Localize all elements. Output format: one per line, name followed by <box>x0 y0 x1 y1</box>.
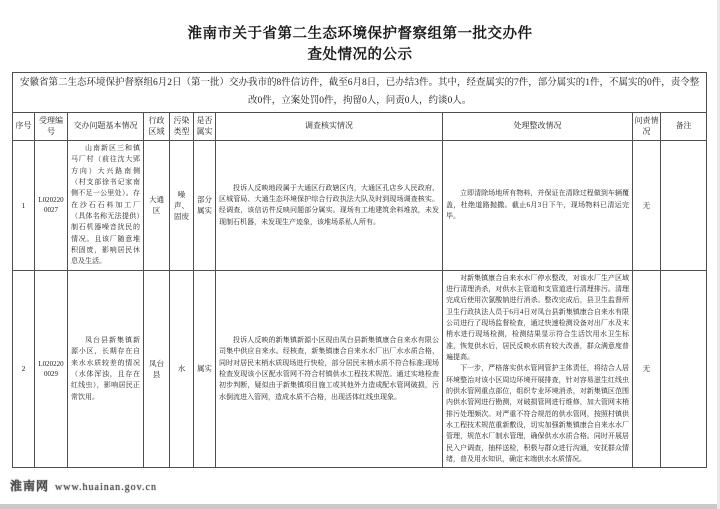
row1-problem-text: 山南新区三和镇马厂村（前往沈大郢方向）大兴路南侧（村支部徐书记家南侧不足一公里处）。存在沙石石料加工厂（具体名称无法提供）制石机器噪音扰民的情况。且该厂随意堆积固废，影响居民休息及生活。 <box>71 144 140 266</box>
header-seq: 序号 <box>13 113 35 141</box>
table-row-1 <box>13 141 707 271</box>
row2-investigation <box>216 270 443 468</box>
row2-rectification-paragraph1: 对新集镇康合自来水水厂停水整改，对该水厂生产区域进行清理消杀，对供水主管道和支管道进行清理排污。清理完成后使用次氯酸钠进行消杀。整改完成后，县卫生监督所卫生行政执法人员于6月4日对凤台县新集镇康合自来水有限公司进行了现场监督检查，通过快速检测设备对出厂水及末梢水进行现场检测，检测结果显示符合生活饮用水卫生标准，恢复供水后，居民反映水质有较大改善，群众满意度普遍提高。 <box>446 273 629 362</box>
header-problem: 交办问题基本情况 <box>68 113 144 141</box>
header-row <box>13 113 707 141</box>
page-bottom-edge <box>0 504 720 509</box>
row1-problem <box>68 141 144 271</box>
row2-case-number <box>35 270 68 468</box>
page-title-line1: 淮南市关于省第二生态环境保护督察组第一批交办件 <box>187 26 533 42</box>
table-row-2 <box>13 270 707 468</box>
header-pollution-type: 污染类型 <box>170 113 194 141</box>
intro-row <box>13 73 707 113</box>
row2-case-number-line2: 0029 <box>44 370 58 379</box>
row1-region: 大通区 <box>144 141 170 271</box>
row1-investigation <box>216 141 443 271</box>
watermark-logo: 淮南网 <box>10 479 50 493</box>
row1-seq: 1 <box>13 141 35 271</box>
page-title <box>0 0 720 66</box>
header-investigation: 调查核实情况 <box>216 113 443 141</box>
row1-accountability: 无 <box>633 141 661 271</box>
header-remark: 备注 <box>661 113 707 141</box>
header-accountability: 问责情况 <box>633 113 661 141</box>
row2-remark <box>661 270 707 468</box>
row2-problem <box>68 270 144 468</box>
row1-verified: 部分属实 <box>194 141 216 271</box>
row1-investigation-text: 投诉人反映地段属于大通区行政辖区内，大通区孔店乡人民政府、区城管局、大通生态环境保护综合行政执法大队及时到现场调查核实。经调查，该信访件反映问题部分属实。现场有工地建筑余料堆放，未发现制石机器，未发现生产迹象，该堆场系私人所有。 <box>219 183 439 226</box>
row1-rectification-text: 立即清除场地所有物料，并保证在清除过程做到车辆覆盖，杜绝道路抛撒。截止6月3日下午，现场物料已清运完毕。 <box>446 189 629 221</box>
row2-problem-text: 凤台县新集镇新源小区，长期存在自来水水质较差的情况（水体浑浊，且存在红线虫），影响居民正常饮用。 <box>71 336 140 401</box>
row2-rectification-paragraph2: 下一步，严格落实供水管网管护主体责任，将结合人居环境整治对该小区周边环境开展排查，针对容易滋生红线虫的供水管网重点部位，组织专业环境消杀，对新集镇区范围内供水管网进行勘测，对破损管网进行维修，加大管网末梢排污处理频次。对严重不符合规范的供水管网，按照村镇供水工程技术规范重新敷设，切实加强新集镇康合自来水水厂管理，规范水厂制水管理，确保供水水质合格。同时开展居民入户调查，抽样送检，积极与群众进行沟通，安抚群众情绪，普及用水知识，确定末端供水水质情况。 <box>446 364 629 463</box>
row2-pollution-type: 水 <box>170 270 194 468</box>
row2-accountability: 无 <box>633 270 661 468</box>
watermark-url: www.huainan.gov.cn <box>55 482 157 493</box>
row2-region: 凤台县 <box>144 270 170 468</box>
row2-case-number-line1: L020220 <box>38 359 64 368</box>
row2-investigation-text: 投诉人反映的新集镇新源小区现由凤台县新集镇康合自来水有限公司集中供应自来水。经核查，新集镇康合自来水水厂出厂水水质合格，同时对居民末梢水质现场进行快检，部分居民末梢水质不符合标准;现场检查发现该小区配水管网不符合村镇供水工程技术规范。通过实地检查初步判断，疑似由于新集镇项目施工或其他外力造成配水管网破损，污水倒流进入管网，造成水质不合格，出现活体红线虫现象。 <box>219 336 439 401</box>
case-table <box>12 72 707 468</box>
row1-pollution-type: 噪声、固废 <box>170 141 194 271</box>
row1-rectification <box>443 141 633 271</box>
row1-remark <box>661 141 707 271</box>
row2-seq: 2 <box>13 270 35 468</box>
page-title-line2: 查处情况的公示 <box>307 47 413 64</box>
header-verified: 是否属实 <box>194 113 216 141</box>
row1-case-number-line2: 0027 <box>44 206 58 215</box>
row2-verified: 属实 <box>194 270 216 468</box>
header-rectification: 处理整改情况 <box>443 113 633 141</box>
header-region: 行政区域 <box>144 113 170 141</box>
row1-case-number <box>35 141 68 271</box>
row1-case-number-line1: L020220 <box>38 195 64 204</box>
header-case-number: 受理编号 <box>35 113 68 141</box>
intro-text: 安徽省第二生态环境保护督察组6月2日（第一批）交办我市的8件信访件，截至6月8日，已办结3件。其中，经查属实的7件，部分属实的1件，不属实的0件，责令整改0件，立案处罚0件，拘留0人，问责0人，约谈0人。 <box>13 73 707 113</box>
row2-rectification <box>443 270 633 468</box>
watermark <box>10 477 157 495</box>
